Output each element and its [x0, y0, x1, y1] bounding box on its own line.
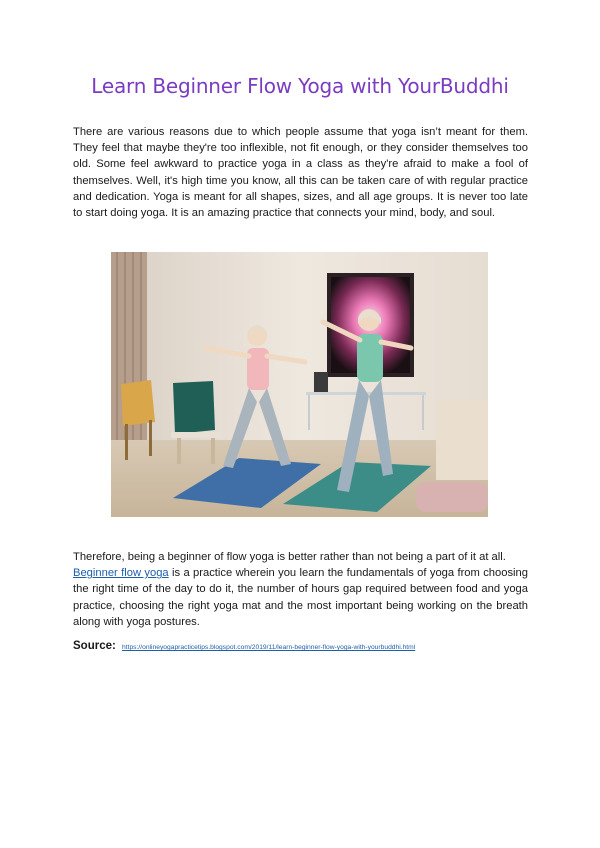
page-title: Learn Beginner Flow Yoga with YourBuddhi: [91, 74, 509, 98]
yoga-photo: [111, 252, 488, 517]
wall: [111, 252, 488, 452]
intro-paragraph: There are various reasons due to which people assume that yoga isn’t meant for them. They feel that maybe they're too inflexible, not fit enough, or they consider themselves too old. Some feel awkward to practice yoga in a class as they're afraid to make a fool of themselves. Well, it's high time you know, all this can be taken care of with regular practice and dedication. Yoga is meant for all shapes, sizes, and all age groups. It is never too late to start doing yoga. It is an amazing practice that connects your mind, body, and soul.: [73, 126, 528, 220]
beginner-flow-yoga-link[interactable]: Beginner flow yoga: [73, 567, 169, 580]
green-chair: [173, 381, 215, 434]
armchair: [436, 400, 488, 480]
source-line: [73, 640, 528, 652]
second-paragraph: [73, 549, 528, 630]
yellow-chair: [121, 380, 155, 426]
source-label: Source:: [73, 640, 116, 652]
second-paragraph-start: Therefore, being a beginner of flow yoga is better rather than not being a part of it at all.: [73, 551, 506, 563]
second-paragraph-end: is a practice wherein you learn the fundamentals of yoga from choosing the right time of the day to do it, the number of hours gap required between food and yoga practice, choosing the right yoga mat and the most important being working on the breath along with yoga postures.: [73, 567, 528, 628]
source-link[interactable]: https://onlineyogapracticetips.blogspot.com/2019/11/learn-beginner-flow-yoga-with-yourbuddhi.html: [122, 644, 416, 651]
